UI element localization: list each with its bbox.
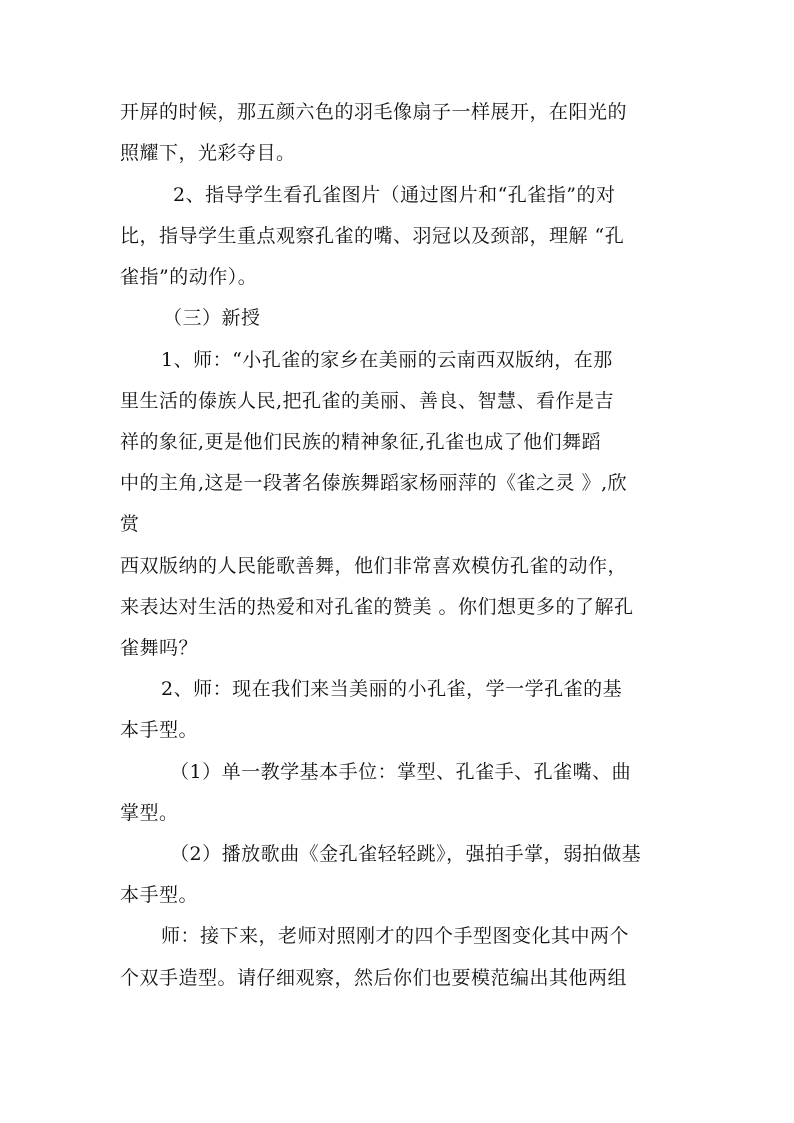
text-line-8: 里生活的傣族人民,把孔雀的美丽、善良、智慧、看作是吉: [120, 390, 615, 412]
text-line-13: 来表达对生活的热爱和对孔雀的赞美 。你们想更多的了解孔: [120, 596, 634, 618]
text-line-21: 师：接下来，老师对照刚才的四个手型图变化其中两个: [161, 925, 630, 947]
text-line-20: 本手型。: [120, 884, 199, 906]
text-line-19: （2）播放歌曲《金孔雀轻轻跳》，强拍手掌，弱拍做基: [170, 843, 642, 865]
text-line-1: 开屏的时候，那五颜六色的羽毛像扇子一样展开，在阳光的: [120, 101, 628, 123]
text-line-2: 照耀下，光彩夺目。: [120, 142, 296, 164]
text-line-6: （三）新授: [163, 307, 261, 329]
text-line-22: 个双手造型。请仔细观察，然后你们也要模范编出其他两组: [120, 967, 628, 989]
text-line-15: 2、师：现在我们来当美丽的小孔雀，学一学孔雀的基: [161, 678, 623, 700]
text-line-12: 西双版纳的人民能歌善舞，他们非常喜欢模仿孔雀的动作，: [120, 555, 628, 577]
text-line-5: 雀指”的动作）。: [120, 266, 258, 288]
text-line-11: 赏: [120, 513, 140, 535]
text-line-17: （1）单一教学基本手位：掌型、孔雀手、孔雀嘴、曲: [170, 761, 632, 783]
text-line-16: 本手型。: [120, 719, 199, 741]
text-line-4: 比，指导学生重点观察孔雀的嘴、羽冠以及颈部，理解 “孔: [120, 225, 625, 247]
text-line-7: 1、师：“小孔雀的家乡在美丽的云南西双版纳，在那: [161, 349, 613, 371]
text-line-14: 雀舞吗？: [120, 637, 199, 659]
text-line-9: 祥的象征,更是他们民族的精神象征,孔雀也成了他们舞蹈: [120, 431, 602, 453]
text-line-10: 中的主角,这是一段著名傣族舞蹈家杨丽萍的《雀之灵 》,欣: [120, 472, 628, 494]
text-line-18: 掌型。: [120, 802, 179, 824]
text-line-3: 2、指导学生看孔雀图片（通过图片和“孔雀指”的对: [173, 184, 616, 206]
